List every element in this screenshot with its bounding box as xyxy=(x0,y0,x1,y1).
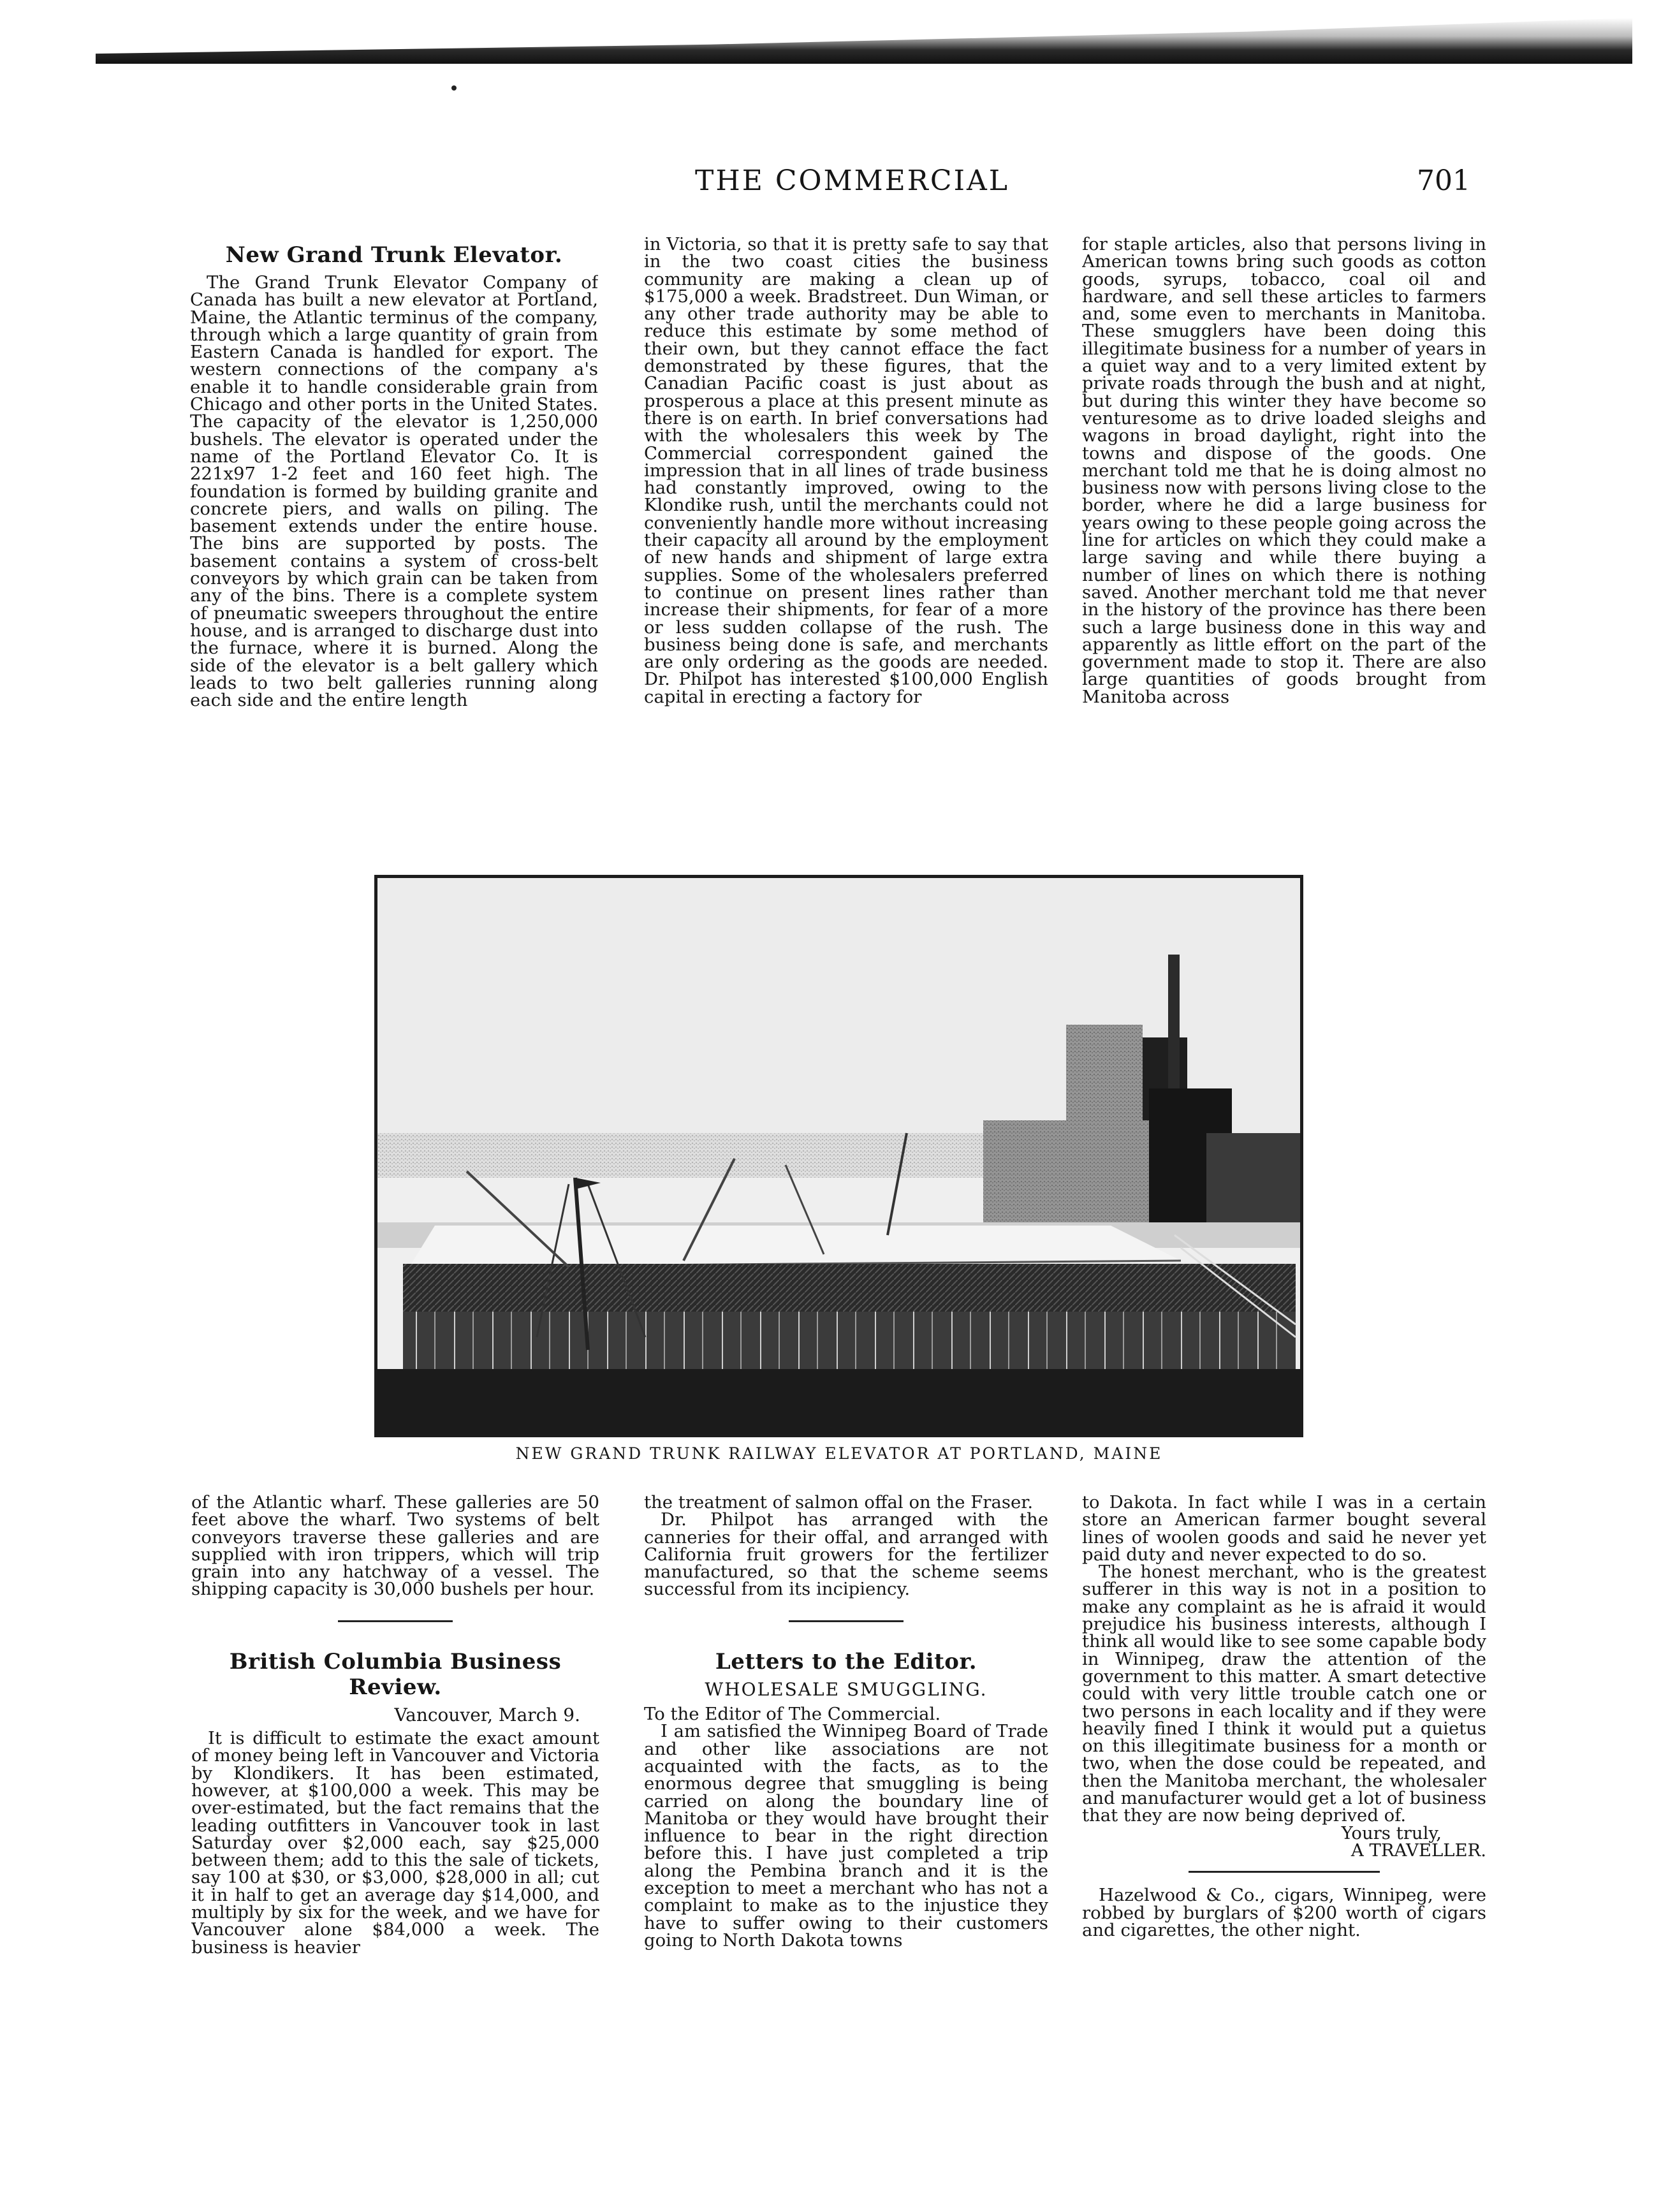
bc-continued-text: in Victoria, so that it is pretty safe to say that in the two coast cities the business community are making a clean up of $175,000 a week. Bradstreet. Dun Wiman, or any other trade authority may be able to reduce this estimate by some method of their own, but they cannot efface the fact demonstrated by these figures, that the Canadian Pacific coast is just about as prosperous a place at this present minute as there is on earth. In brief conversations had with the wholesalers this week by The Commercial correspondent gained the impression that in all lines of trade business had constantly improved, owing to the Klondike rush, until the merchants could not conveniently handle more without increasing their capacity all around by the employment of new hands and shipment of large extra supplies. Some of the wholesalers preferred to continue on present lines rather than increase their shipments, for fear of a more or less sudden collapse of the rush. The business being done is safe, and merchants are only ordering as the goods are needed. Dr. Philpot has interested $100,000 English capital in erecting a factory for xyxy=(644,236,1048,707)
bc-paragraph: It is difficult to estimate the exact amount of money being left in Vancouver and Victoria by Klondikers. It has been estimated, however, at $100,000 a week. This may be over-estimated, but the fact remains that the leading outfitters in Vancouver took in last Saturday over $2,000 each, say $25,000 between them; add to this the sale of tickets, say 100 at $30, or $3,000, $28,000 in all; cut it in half to get an average day $14,000, and multiply by six for the week, and we have for Vancouver alone $84,000 a week. The business is heavier xyxy=(191,1728,599,1958)
column-1-bottom xyxy=(191,1494,599,2170)
section-divider xyxy=(338,1620,453,1622)
letter-continued-text: for staple articles, also that persons living in American towns bring such goods as cotton goods, syrups, tobacco, coal oil and hardware, and sell these articles to farmers and, some even to merchants in Manitoba. These smugglers have been doing this illegitimate business for a number of years in a quiet way and to a very limited extent by private roads through the bush and at night, but during this winter they have become so venturesome as to drive loaded sleighs and wagons in broad daylight, right into the towns and dispose of the goods. One merchant told me that he is doing almost no business now with persons living close to the border, where he did a large business for years owing to these people going across the line for articles on which they could make a large saving and while there buying a number of lines on which there is nothing saved. Another merchant told me that never in the history of the province has there been such a large business done in this way and apparently as little effort on the part of the government made to stop it. There are also large quantities of goods brought from Manitoba across xyxy=(1082,236,1486,707)
elevator-photo xyxy=(374,875,1303,1437)
letter-paragraph: I am satisfied the Winnipeg Board of Trade and other like associations are not acquainted with the facts, as to the enormous degree that smuggling is being carried on along the boundary line of Manitoba or they would have brought their influence to bear in the right direction before this. I have just completed a trip along the Pembina branch and it is the exception to meet a merchant who has not a complaint to make as to the injustice they have to suffer owing to their customers going to North Dakota towns xyxy=(644,1721,1048,1951)
column-3-top xyxy=(1082,236,1486,848)
section-divider xyxy=(789,1620,904,1622)
page-number: 701 xyxy=(1417,165,1470,197)
bc-continued-text-3: Dr. Philpot has arranged with the canneries for their offal, and arranged with California fruit growers for the fertilizer manufactured, so that the scheme seems successful from its incipiency. xyxy=(644,1509,1048,1600)
column-1-top xyxy=(190,242,598,848)
elevator-headline: New Grand Trunk Elevator. xyxy=(225,242,563,268)
ink-speck xyxy=(451,85,457,91)
column-3-bottom xyxy=(1082,1494,1486,2170)
elevator-continuation: of the Atlantic wharf. These galleries are 50 feet above the wharf. Two systems of belt conveyors traverse these galleries and are supplied with iron trippers, which will trip grain into any hatchway of a vessel. The shipping capacity is 30,000 bushels per hour. xyxy=(191,1494,599,1600)
letter-continued-text-3: The honest merchant, who is the greatest sufferer in this way is not in a position to make any complaint as he is afraid it would prejudice his business interests, although I think all would like to see some capable body in Winnipeg, draw the attention of the government to this matter. A smart detective could with very little trouble catch one or two persons in each locality and if they were heavily fined I think it would put a quietus on this illegitimate business for a month or two, when the dose could be repeated, and then the Manitoba merchant, the wholesaler and manufacturer would get a lot of business that they are now being deprived of. xyxy=(1082,1562,1486,1826)
running-head: THE COMMERCIAL xyxy=(695,165,1009,197)
column-2-bottom xyxy=(644,1494,1048,2170)
section-divider xyxy=(1189,1871,1380,1873)
letter-salutation: To the Editor of The Commercial. xyxy=(644,1704,941,1725)
letter-closing: Yours truly, xyxy=(1341,1822,1442,1843)
brief-item: Hazelwood & Co., cigars, Winnipeg, were robbed by burglars of $200 worth of cigars and cigarettes, the other night. xyxy=(1082,1885,1486,1940)
elevator-paragraph: The Grand Trunk Elevator Company of Canada has built a new elevator at Portland, Maine, the Atlantic terminus of the company, through which a large quantity of grain from Eastern Canada is handled for export. The western connections of the company a's enable it to handle considerable grain from Chicago and other ports in the United States. The capacity of the elevator is 1,250,000 bushels. The elevator is operated under the name of the Portland Elevator Co. It is 221x97 1-2 feet and 160 feet high. The foundation is formed by building granite and concrete piers, and walls on piling. The basement extends under the entire house. The bins are supported by posts. The basement contains a system of cross-belt conveyors by which grain can be taken from any of the bins. There is a complete system of pneumatic sweepers throughout the entire house, and is arranged to discharge dust into the furnace, where it is burned. Along the side of the elevator is a belt gallery which leads to two belt galleries running along each side and the entire length xyxy=(190,272,598,711)
photo-caption: NEW GRAND TRUNK RAILWAY ELEVATOR AT PORTLAND, MAINE xyxy=(515,1444,1163,1463)
page-top-edge-shadow xyxy=(96,18,1632,64)
column-2-top xyxy=(644,236,1048,848)
bc-headline: British Columbia Business Review. xyxy=(229,1648,562,1700)
letter-subhead: WHOLESALE SMUGGLING. xyxy=(705,1678,988,1700)
bc-dateline: Vancouver, March 9. xyxy=(394,1704,580,1725)
letter-continued-text-2: to Dakota. In fact while I was in a certain store an American farmer bought several lines of woolen goods and said he never yet paid duty and never expected to do so. xyxy=(1082,1494,1486,1565)
letters-headline: Letters to the Editor. xyxy=(715,1648,977,1674)
bc-continued-text-2: the treatment of salmon offal on the Fraser. xyxy=(644,1494,1034,1513)
letter-signature: A TRAVELLER. xyxy=(1350,1840,1486,1861)
